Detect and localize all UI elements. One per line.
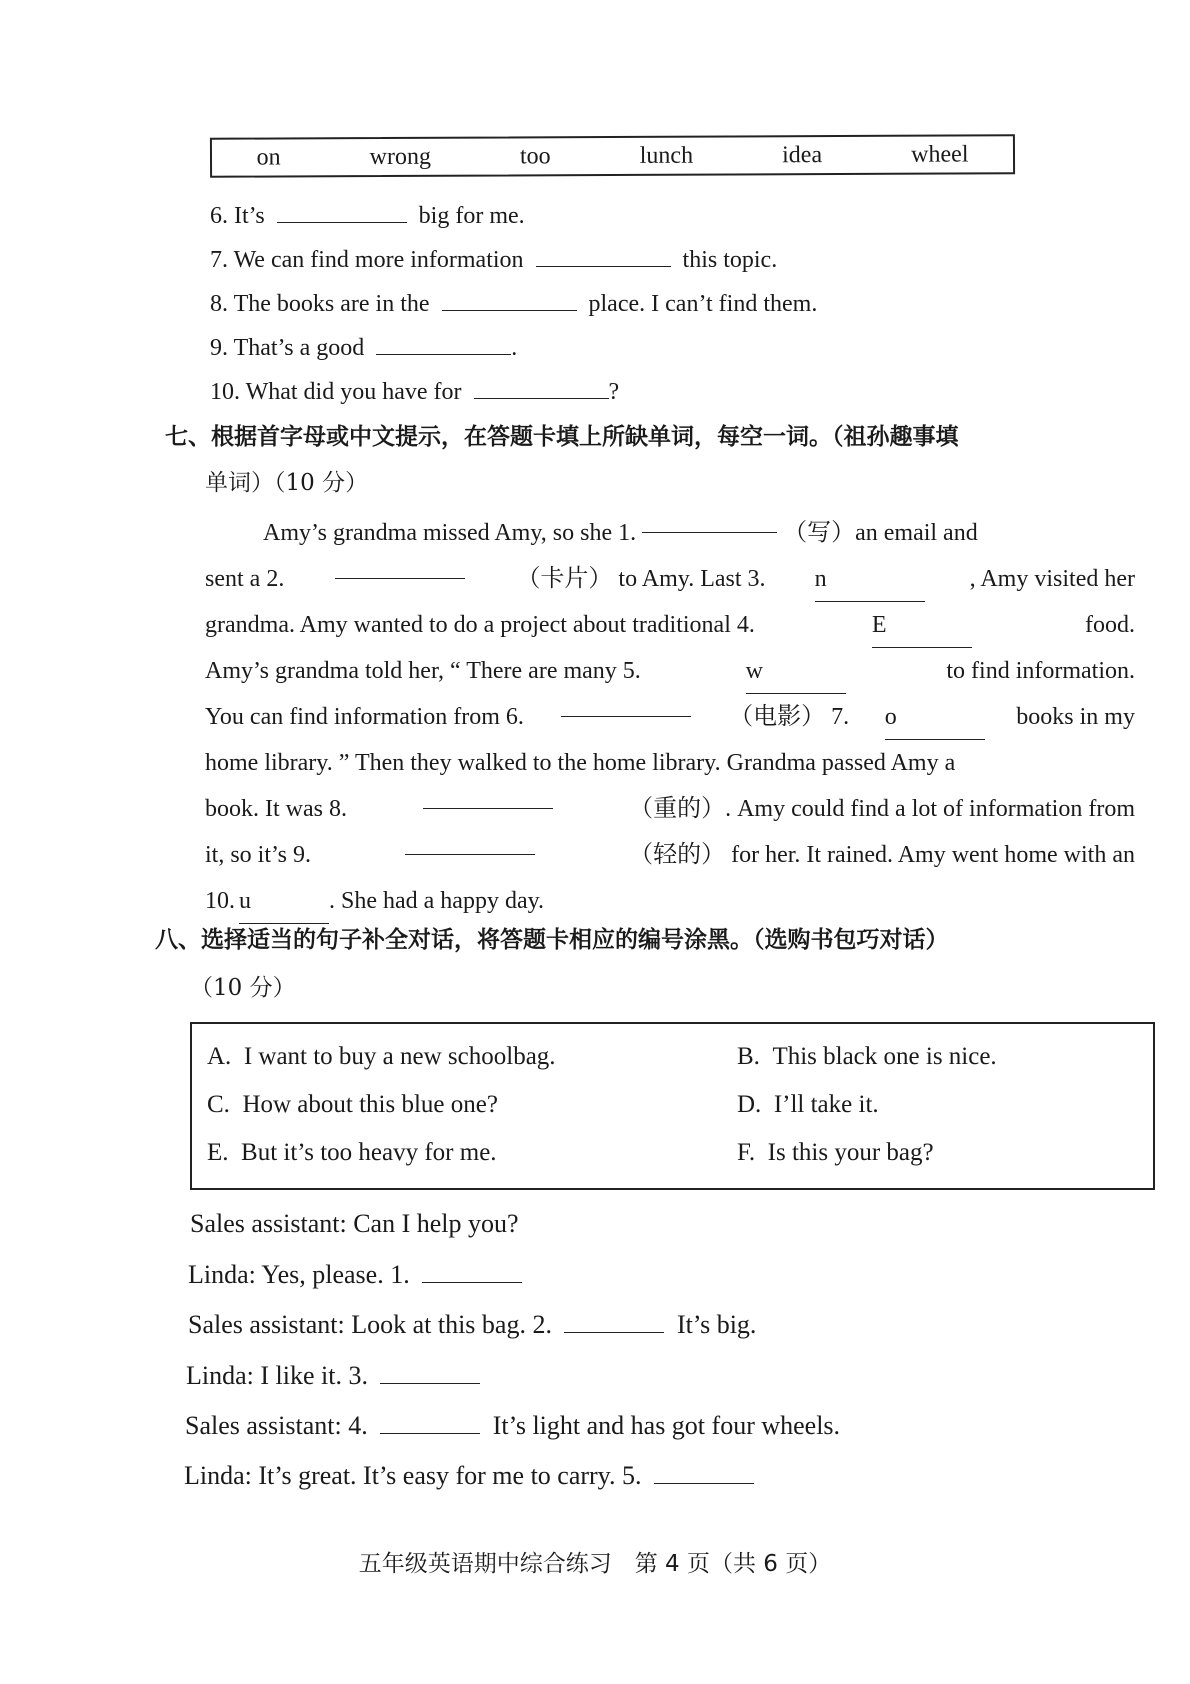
section-8-title: 八、选择适当的句子补全对话，将答题卡相应的编号涂黑。（选购书包巧对话） — [155, 927, 949, 953]
word-bank-item: lunch — [639, 142, 694, 169]
answer-blank-hint[interactable]: u — [239, 878, 329, 924]
dialogue-line: Linda: Yes, please. 1. — [188, 1259, 528, 1291]
passage-line: grandma. Amy wanted to do a project about traditional 4. E food. — [205, 602, 1135, 648]
answer-blank-hint[interactable]: w — [746, 648, 846, 694]
section-8-subtitle: （10 分） — [190, 975, 296, 1001]
passage-line: 10. u . She had a happy day. — [205, 878, 1135, 924]
passage-line: it, so it’s 9. （轻的） for her. It rained. Amy went home with an — [205, 832, 1135, 878]
answer-blank-hint[interactable]: n — [815, 556, 925, 602]
answer-blank[interactable] — [442, 288, 577, 311]
section-7-title: 七、根据首字母或中文提示，在答题卡填上所缺单词，每空一词。（祖孙趣事填 — [165, 424, 959, 450]
fill-sentence-6: 6. It’s big for me. — [210, 200, 525, 231]
passage-line: home library. ” Then they walked to the home library. Grandma passed Amy a — [205, 750, 956, 776]
dialogue-line: Linda: I like it. 3. — [186, 1360, 486, 1392]
section-7-passage — [205, 510, 1135, 924]
option-f: F. Is this your bag? — [737, 1139, 934, 1166]
word-bank-item: idea — [782, 141, 823, 168]
answer-blank[interactable] — [422, 1260, 522, 1283]
fill-sentence-7: 7. We can find more information this topic. — [210, 244, 777, 275]
page-footer: 五年级英语期中综合练习 第 4 页（共 6 页） — [358, 1551, 832, 1577]
word-bank-item: wrong — [369, 143, 431, 170]
passage-line: Amy’s grandma told her, “ There are many 5. w to find information. — [205, 648, 1135, 694]
answer-blank[interactable] — [561, 694, 691, 717]
word-bank-item: too — [519, 142, 551, 169]
answer-blank[interactable] — [405, 832, 535, 855]
option-b: B. This black one is nice. — [737, 1043, 997, 1070]
answer-blank[interactable] — [380, 1411, 480, 1434]
answer-blank-hint[interactable]: E — [872, 602, 972, 648]
answer-blank[interactable] — [536, 244, 671, 267]
option-e: E. But it’s too heavy for me. — [207, 1139, 497, 1166]
answer-blank-hint[interactable]: o — [885, 694, 985, 740]
word-bank-item: wheel — [911, 140, 969, 168]
answer-blank[interactable] — [277, 200, 407, 223]
fill-sentence-9: 9. That’s a good . — [210, 332, 517, 363]
passage-line: You can find information from 6. （电影） 7. o books in my — [205, 694, 1135, 740]
dialogue-line: Sales assistant: Can I help you? — [190, 1209, 519, 1238]
answer-blank[interactable] — [380, 1361, 480, 1384]
dialogue-line: Linda: It’s great. It’s easy for me to carry. 5. — [184, 1460, 760, 1492]
passage-line: sent a 2. （卡片） to Amy. Last 3. n , Amy visited her — [205, 556, 1135, 602]
answer-blank[interactable] — [335, 556, 465, 579]
passage-line: Amy’s grandma missed Amy, so she 1. （写）an email and — [205, 510, 1135, 556]
answer-blank[interactable] — [376, 332, 511, 355]
answer-blank[interactable] — [474, 376, 609, 399]
word-bank-item: on — [256, 143, 281, 171]
dialogue-line: Sales assistant: Look at this bag. 2. It’s big. — [188, 1310, 757, 1339]
answer-blank[interactable] — [654, 1461, 754, 1484]
option-a: A. I want to buy a new schoolbag. — [207, 1043, 556, 1070]
fill-sentence-10: 10. What did you have for ? — [210, 376, 619, 407]
passage-line: book. It was 8. （重的）. Amy could find a lot of information from — [205, 786, 1135, 832]
fill-sentence-8: 8. The books are in the place. I can’t find them. — [210, 288, 817, 319]
dialogue-line: Sales assistant: 4. It’s light and has got four wheels. — [185, 1411, 841, 1440]
answer-blank[interactable] — [564, 1310, 664, 1333]
option-d: D. I’ll take it. — [737, 1091, 879, 1118]
options-box — [190, 1022, 1155, 1190]
answer-blank[interactable] — [642, 510, 777, 533]
answer-blank[interactable] — [423, 786, 553, 809]
word-bank-box — [210, 134, 1015, 178]
section-7-subtitle: 单词）（10 分） — [205, 470, 369, 496]
option-c: C. How about this blue one? — [207, 1091, 498, 1118]
